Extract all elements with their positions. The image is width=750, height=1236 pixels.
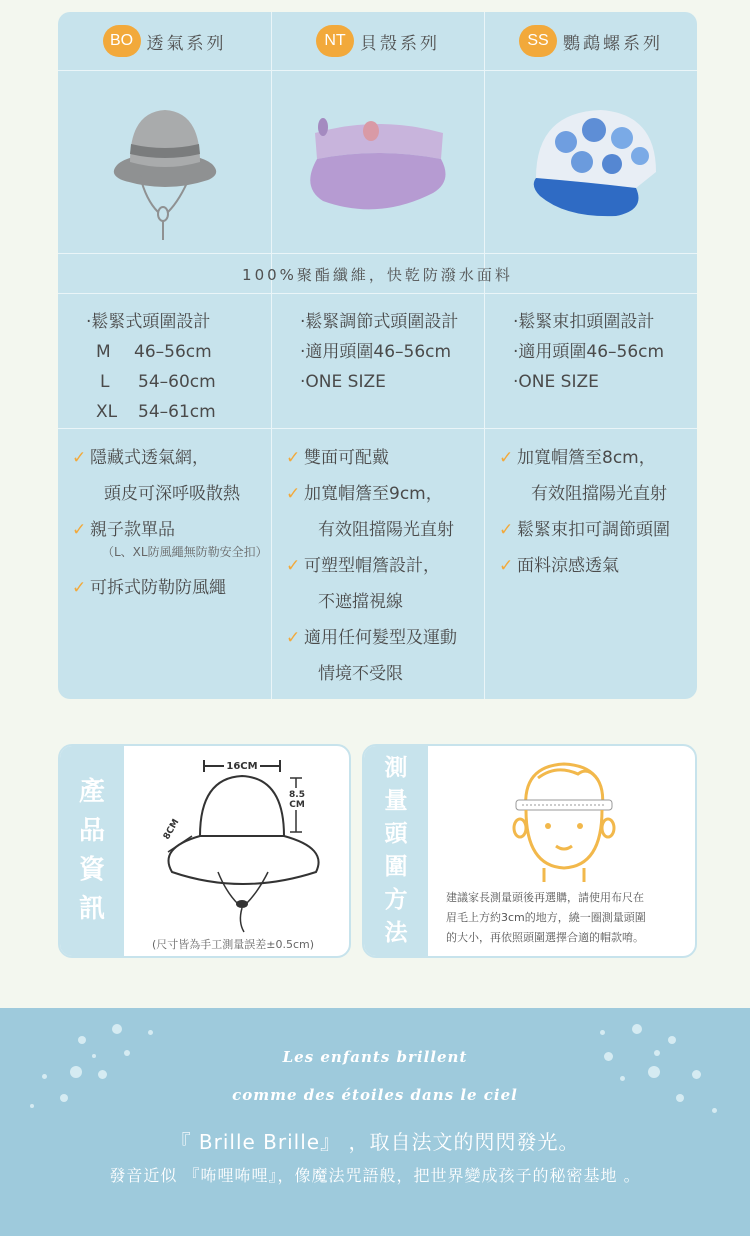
features-ss bbox=[499, 440, 697, 584]
measurement-caption: (尺寸皆為手工測量誤差±0.5cm) bbox=[152, 938, 315, 951]
feature-item: ✓ 可拆式防勒防風繩 bbox=[72, 570, 270, 606]
feature-item: ✓ 加寬帽簷至8cm， bbox=[499, 440, 697, 476]
check-icon: ✓ bbox=[286, 448, 301, 468]
feature-item: ✓ 親子款單品 bbox=[72, 512, 270, 548]
size-onesize: ‧ONE SIZE bbox=[513, 372, 599, 392]
title-char: 量 bbox=[384, 788, 408, 814]
title-char: 方 bbox=[384, 887, 408, 913]
series-name: 透氣系列 bbox=[146, 33, 227, 54]
series-name: 貝殼系列 bbox=[360, 33, 440, 54]
bucket-hat-image bbox=[58, 71, 271, 253]
title-char: 頭 bbox=[384, 821, 408, 847]
series-header-ss bbox=[485, 12, 697, 70]
title-char: 圍 bbox=[384, 854, 408, 880]
brand-footer bbox=[0, 1008, 750, 1236]
comparison-table bbox=[58, 12, 697, 699]
features-nt bbox=[286, 440, 484, 692]
visor-hat-image bbox=[272, 71, 484, 253]
title-char: 品 bbox=[78, 816, 105, 846]
size-fit: ‧適用頭圍46–56cm bbox=[513, 342, 665, 362]
series-code-badge: SS bbox=[519, 25, 557, 57]
feature-item: ✓ 雙面可配戴 bbox=[286, 440, 484, 476]
french-slogan-line1: Les enfants brillent bbox=[282, 1048, 468, 1066]
size-label: XL bbox=[96, 402, 118, 422]
title-char: 測 bbox=[384, 755, 408, 781]
feature-item-cont: 情境不受限 bbox=[318, 664, 403, 684]
svg-text:CM: CM bbox=[289, 800, 305, 810]
size-range: 54–61cm bbox=[138, 402, 216, 422]
check-icon: ✓ bbox=[499, 520, 514, 540]
feature-item-cont: 有效阻擋陽光直射 bbox=[318, 520, 454, 540]
size-design: ‧鬆緊式頭圍設計 bbox=[86, 312, 211, 332]
series-name: 鸚鵡螺系列 bbox=[563, 33, 663, 54]
fabric-label: 100%聚酯纖維，快乾防潑水面料 bbox=[242, 265, 513, 284]
feature-item: ✓ 適用任何髮型及運動 bbox=[286, 620, 484, 656]
feature-item: ✓ 可塑型帽簷設計， bbox=[286, 548, 484, 584]
feature-item: ✓ 隱藏式透氣網， bbox=[72, 440, 270, 476]
feature-item: ✓ 鬆緊束扣可調節頭圍 bbox=[499, 512, 697, 548]
brand-name-meaning: 『 Brille Brille』 ，取自法文的閃閃發光。 bbox=[170, 1130, 580, 1154]
cap-icon bbox=[506, 92, 676, 232]
french-slogan-line2: comme des étoiles dans le ciel bbox=[232, 1086, 518, 1104]
size-label: M bbox=[96, 342, 111, 362]
size-design: ‧鬆緊調節式頭圍設計 bbox=[300, 312, 459, 332]
size-label: L bbox=[100, 372, 110, 392]
size-range: 54–60cm bbox=[138, 372, 216, 392]
feature-item: ✓ 加寬帽簷至9cm， bbox=[286, 476, 484, 512]
size-info-bo bbox=[86, 307, 266, 427]
series-header-nt bbox=[272, 12, 484, 70]
instruction-line: 的大小，再依照頭圍選擇合適的帽款唷。 bbox=[446, 931, 644, 944]
check-icon: ✓ bbox=[72, 448, 87, 468]
check-icon: ✓ bbox=[499, 448, 514, 468]
size-fit: ‧適用頭圍46–56cm bbox=[300, 342, 452, 362]
measure-method-title bbox=[364, 746, 428, 956]
feature-note: （L、XL防風繩無防勒安全扣） bbox=[102, 545, 268, 559]
product-info-title bbox=[60, 746, 124, 956]
visor-icon bbox=[293, 97, 463, 227]
size-row bbox=[86, 337, 266, 367]
svg-text:8.5: 8.5 bbox=[289, 790, 305, 800]
check-icon: ✓ bbox=[286, 628, 301, 648]
instruction-line: 眉毛上方約3cm的地方，繞一圈測量頭圍 bbox=[446, 911, 646, 924]
title-char: 產 bbox=[78, 777, 105, 807]
size-info-ss bbox=[513, 307, 693, 397]
title-char: 資 bbox=[78, 855, 105, 885]
hat-diagram-icon bbox=[128, 752, 348, 938]
check-icon: ✓ bbox=[286, 556, 301, 576]
dim-width: 16CM bbox=[226, 761, 258, 772]
size-row bbox=[86, 367, 266, 397]
check-icon: ✓ bbox=[72, 578, 87, 598]
instruction-line: 建議家長測量頭後再選購，請使用布尺在 bbox=[446, 891, 644, 904]
feature-item-cont: 頭皮可深呼吸散熱 bbox=[104, 484, 240, 504]
feature-item-cont: 有效阻擋陽光直射 bbox=[531, 484, 667, 504]
title-char: 訊 bbox=[78, 894, 105, 924]
series-header-bo bbox=[58, 12, 271, 70]
cap-image bbox=[485, 71, 697, 253]
check-icon: ✓ bbox=[499, 556, 514, 576]
size-row bbox=[86, 397, 266, 427]
feature-item-cont: 不遮擋視線 bbox=[318, 592, 403, 612]
size-design: ‧鬆緊束扣頭圍設計 bbox=[513, 312, 655, 332]
measure-method-panel bbox=[362, 744, 697, 958]
size-onesize: ‧ONE SIZE bbox=[300, 372, 386, 392]
title-char: 法 bbox=[384, 920, 408, 946]
features-bo bbox=[72, 440, 270, 606]
child-face-icon bbox=[508, 758, 618, 884]
check-icon: ✓ bbox=[286, 484, 301, 504]
size-range: 46–56cm bbox=[134, 342, 212, 362]
size-info-nt bbox=[300, 307, 480, 397]
brand-description: 發音近似 『咘哩咘哩』，像魔法咒語般，把世界變成孩子的秘密基地 。 bbox=[109, 1166, 641, 1185]
series-code-badge: BO bbox=[103, 25, 141, 57]
dim-brim: 8CM bbox=[161, 817, 182, 842]
hat-bucket-icon bbox=[100, 82, 230, 242]
series-code-badge: NT bbox=[316, 25, 354, 57]
product-info-panel bbox=[58, 744, 351, 958]
feature-item: ✓ 面料涼感透氣 bbox=[499, 548, 697, 584]
measure-instructions bbox=[446, 888, 690, 948]
check-icon: ✓ bbox=[72, 520, 87, 540]
